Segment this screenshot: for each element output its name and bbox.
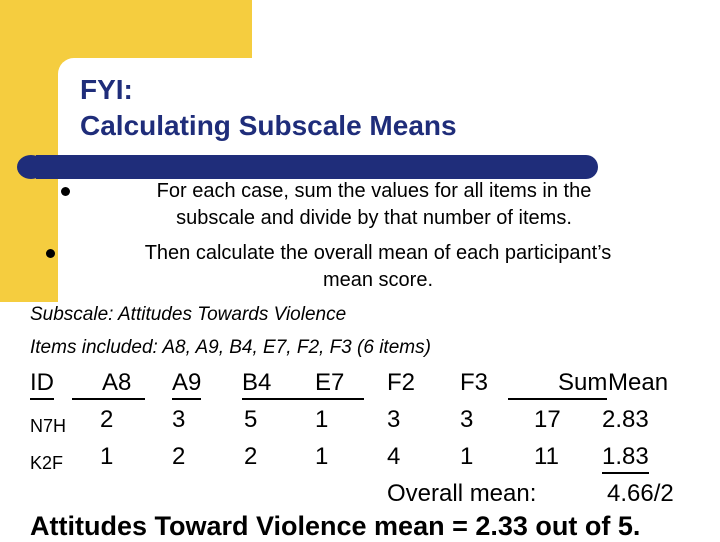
header-f3: F3 [460,369,489,396]
row2-id: K2F [30,453,64,473]
bullet-text-2-line1: Then calculate the overall mean of each participant’s [144,242,612,264]
row2-a9: 2 [172,443,186,470]
table-row [30,442,720,479]
slide-title-line2: Calculating Subscale Means [80,110,457,141]
header-id: ID [30,368,54,400]
row2-b4: 2 [244,443,258,470]
bullet-icon [46,249,55,258]
row2-sum: 11 [534,443,559,470]
header-sum: Sum [508,368,607,400]
row1-b4: 5 [244,406,258,433]
subscale-table [30,368,720,516]
row2-f2: 4 [387,443,401,470]
row1-id: N7H [30,416,67,436]
header-a8: A8 [72,368,145,400]
subscale-name: Subscale: Attitudes Towards Violence [30,304,347,325]
row2-mean: 1.83 [602,442,649,474]
header-mean: Mean [608,369,669,396]
row2-e7: 1 [315,443,329,470]
table-header-row [30,368,720,405]
decorative-yellow-strip [0,167,58,302]
header-a9: A9 [172,368,201,400]
overall-mean-value: 4.66/2 [607,480,674,507]
bullet-text-2-line2: mean score. [322,269,434,291]
title-rule-bar [36,155,598,179]
slide-title [80,72,457,144]
row1-sum: 17 [534,406,561,433]
row2-f3: 1 [460,443,474,470]
row1-mean: 2.83 [602,406,649,433]
bullet-text-1-line2: subscale and divide by that number of items. [176,207,572,229]
subscale-items: Items included: A8, A9, B4, E7, F2, F3 (6 items) [30,337,431,358]
bullet-text-1-line1: For each case, sum the values for all items in the [156,180,592,202]
row1-e7: 1 [315,406,329,433]
row1-a9: 3 [172,406,186,433]
bullet-icon [61,187,70,196]
header-e7: E7 [285,368,364,400]
header-b4: B4 [242,368,291,400]
overall-mean-label: Overall mean: [387,480,537,507]
row1-f3: 3 [460,406,474,433]
table-row [30,405,720,442]
header-f2: F2 [387,369,416,396]
slide-title-line1: FYI: [80,74,133,105]
row1-f2: 3 [387,406,401,433]
summary-footer: Attitudes Toward Violence mean = 2.33 out of 5. [30,511,641,541]
row1-a8: 2 [100,406,114,433]
row2-a8: 1 [100,443,114,470]
